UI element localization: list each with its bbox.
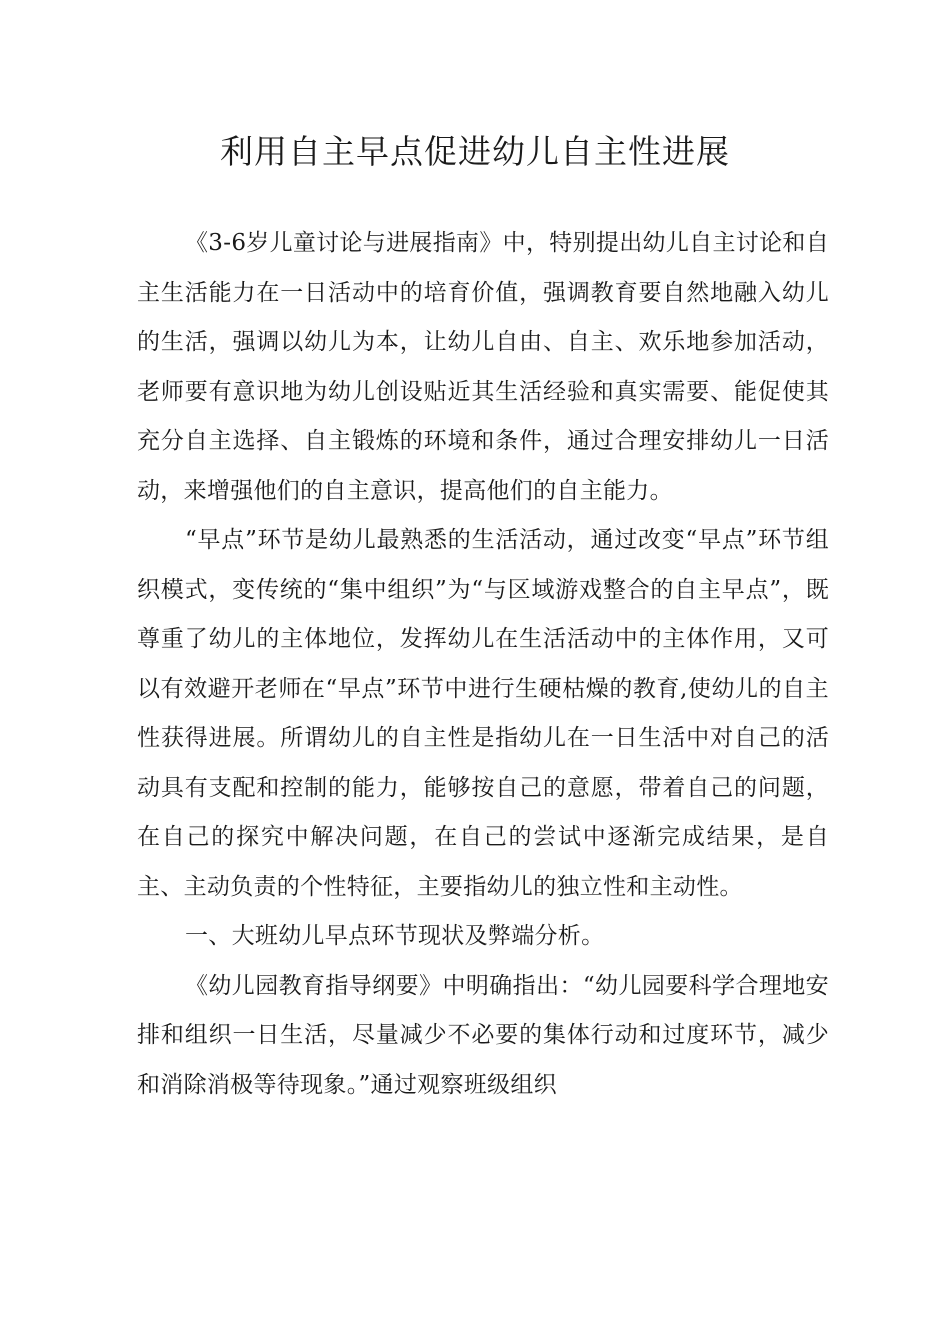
document-title: 利用自主早点促进幼儿自主性进展 [220,132,730,171]
document-body [137,219,829,1110]
paragraph-guideline-quote: 《幼儿园教育指导纲要》中明确指出：“幼儿园要科学合理地安排和组织一日生活，尽量减少不必要的集体行动和过度环节，减少和消除消极等待现象。”通过观察班级组织 [137,972,829,1098]
section-heading-1: 一、大班幼儿早点环节现状及弊端分析。 [185,923,605,949]
paragraph-intro: 《3-6岁儿童讨论与进展指南》中，特别提出幼儿自主讨论和自主生活能力在一日活动中的培育价值，强调教育要自然地融入幼儿的生活，强调以幼儿为本，让幼儿自由、自主、欢乐地参加活动，老师要有意识地为幼儿创设贴近其生活经验和真实需要、能促使其充分自主选择、自主锻炼的环境和条件，通过合理安排幼儿一日活动，来增强他们的自主意识，提高他们的自主能力。 [137,230,829,504]
paragraph-breakfast-segment: “早点”环节是幼儿最熟悉的生活活动，通过改变“早点”环节组织模式，变传统的“集中组织”为“与区域游戏整合的自主早点”，既尊重了幼儿的主体地位，发挥幼儿在生活活动中的主体作用，又可以有效避开老师在“早点”环节中进行生硬枯燥的教育,使幼儿的自主性获得进展。所谓幼儿的自主性是指幼儿在一日生活中对自己的活动具有支配和控制的能力，能够按自己的意愿，带着自己的问题，在自己的探究中解决问题，在自己的尝试中逐渐完成结果，是自主、主动负责的个性特征，主要指幼儿的独立性和主动性。 [137,527,829,900]
